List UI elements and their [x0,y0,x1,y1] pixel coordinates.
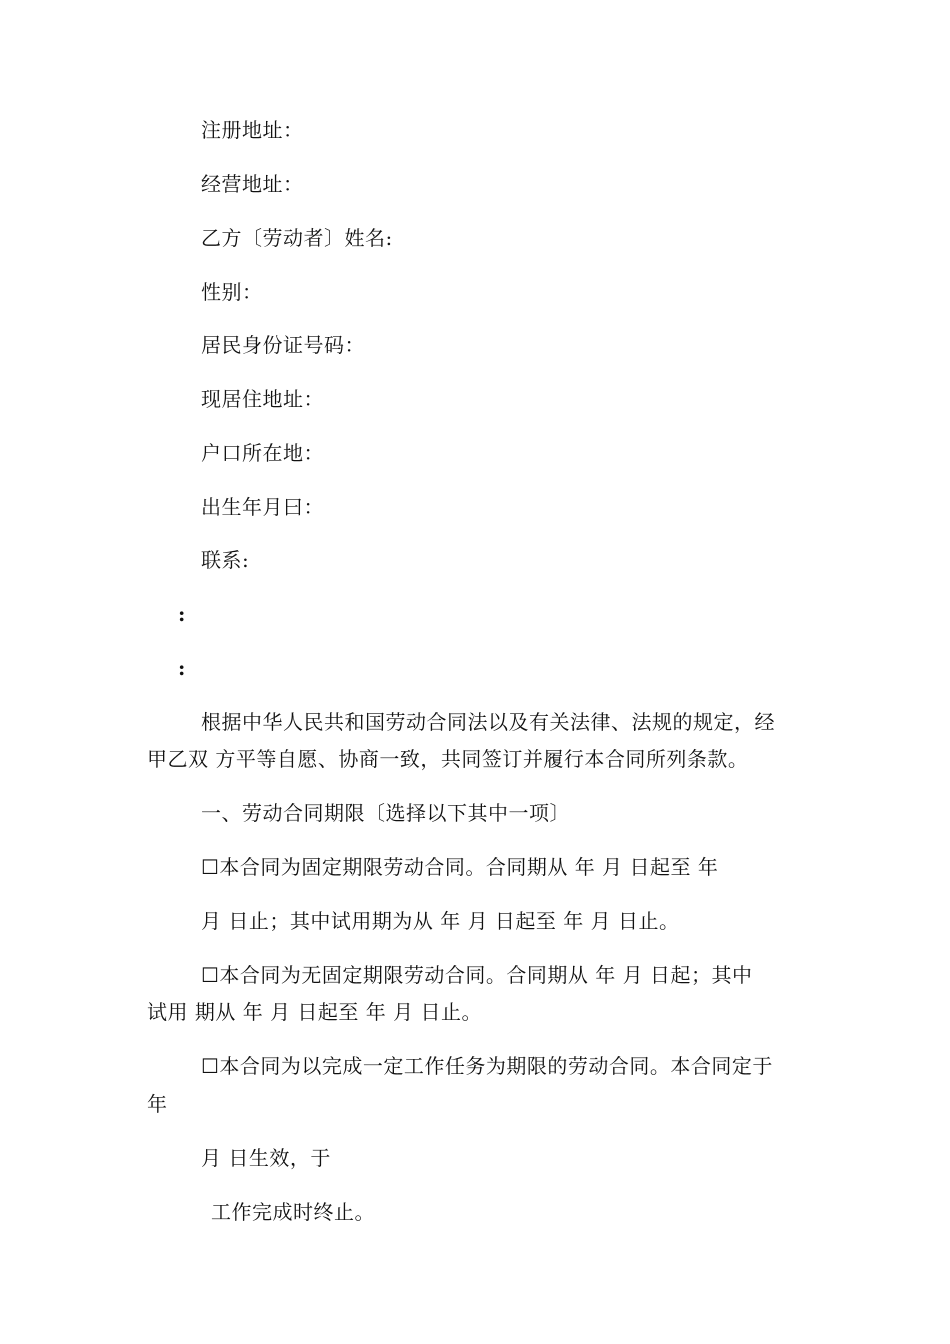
registered-address-label: 注册地址： [201,118,304,142]
intro-paragraph-line2: 甲乙双 方平等自愿、协商一致，共同签订并履行本合同所列条款。 [147,747,749,771]
option-fixed-term-line1: ☐本合同为固定期限劳动合同。合同期从 年 月 日起至 年 [201,855,719,879]
business-address-label: 经营地址： [201,172,304,196]
colon-mark: : [178,602,186,626]
current-address-label: 现居住地址： [201,387,324,411]
household-registration-label: 户口所在地： [201,441,324,465]
colon-mark: : [178,656,186,680]
option-fixed-term-line2: 月 日止；其中试用期为从 年 月 日起至 年 月 日止。 [201,909,680,933]
id-number-label: 居民身份证号码： [201,333,365,357]
option-task-term-line3: 月 日生效，于 [201,1146,331,1170]
birth-date-label: 出生年月曰： [201,495,324,519]
section-heading: 一、劳动合同期限〔选择以下其中一项〕 [201,801,570,825]
gender-label: 性别： [201,280,263,304]
option-open-term-line1: ☐本合同为无固定期限劳动合同。合同期从 年 月 日起；其中 [201,963,753,987]
party-b-name-label: 乙方〔劳动者〕姓名: [201,226,393,250]
option-task-term-line1: ☐本合同为以完成一定工作任务为期限的劳动合同。本合同定于 [201,1054,773,1078]
option-task-term-line4: 工作完成时终止。 [211,1200,375,1224]
option-task-term-line2: 年 [147,1092,168,1116]
option-open-term-line2: 试用 期从 年 月 日起至 年 月 日止。 [147,1000,483,1024]
intro-paragraph-line1: 根据中华人民共和国劳动合同法以及有关法律、法规的规定，经 [201,710,775,734]
contact-label: 联系: [201,548,250,572]
